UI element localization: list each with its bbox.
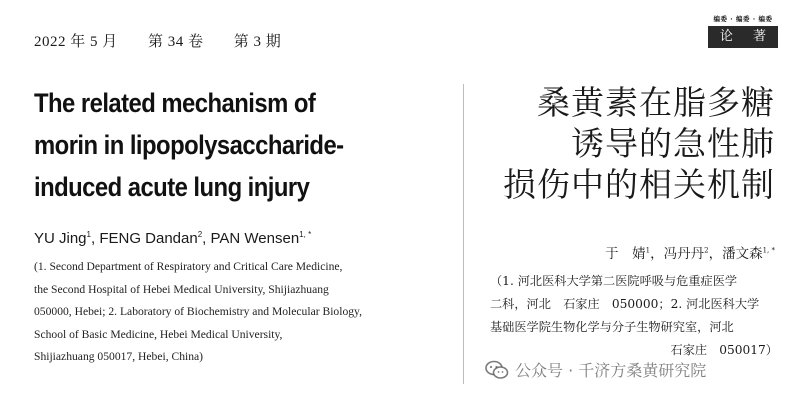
author-separator: ,: [202, 230, 211, 247]
wechat-icon: [485, 360, 509, 380]
issue-date: 2022 年 5 月: [34, 34, 118, 50]
author-separator: ，: [708, 246, 723, 262]
chinese-title-line: 诱导的急性肺: [571, 124, 775, 163]
affiliation-line: 二科，河北 石家庄 050000；2. 河北医科大学: [490, 297, 760, 311]
english-title-line: morin in lipopolysaccharide-: [34, 130, 344, 160]
issue-volume: 第 34 卷: [148, 34, 204, 50]
chinese-title: [455, 82, 775, 205]
affiliation-line: the Second Hospital of Hebei Medical University, Shijiazhuang: [34, 282, 329, 296]
affiliation-line: Shijiazhuang 050017, Hebei, China): [34, 350, 204, 363]
author-affil-mark: 2: [704, 246, 709, 255]
author-affil-mark: 1, *: [762, 246, 775, 255]
english-title-line: The related mechanism of: [34, 88, 316, 118]
english-affiliations: [34, 256, 434, 369]
chinese-title-line: 损伤中的相关机制: [503, 165, 775, 204]
issue-info: [34, 30, 307, 51]
affiliation-line: School of Basic Medicine, Hebei Medical University,: [34, 327, 283, 341]
affiliation-line: (1. Second Department of Respiratory and Critical Care Medicine,: [34, 260, 343, 273]
author-name: YU Jing: [34, 230, 87, 247]
english-authors: [34, 230, 311, 247]
affiliation-line: （1. 河北医科大学第二医院呼吸与危重症医学: [490, 274, 738, 288]
chinese-affiliations: [490, 270, 778, 362]
column-tag: 论 著: [708, 26, 778, 48]
watermark-text: 公众号 · 千济方桑黄研究院: [515, 361, 707, 380]
author-name: FENG Dandan: [99, 230, 198, 247]
chinese-title-line: 桑黄素在脂多糖: [537, 83, 775, 122]
author-name: 潘文森: [722, 246, 763, 262]
wechat-watermark: [485, 358, 706, 381]
author-affil-mark: 1: [86, 230, 91, 239]
english-title: [34, 82, 394, 208]
english-title-line: induced acute lung injury: [34, 172, 310, 202]
affiliation-line: 石家庄 050017）: [670, 343, 778, 357]
column-tag-caption: 编委 · 编委 · 编委: [713, 15, 773, 23]
chinese-authors: [605, 242, 775, 262]
author-name: 冯丹丹: [663, 246, 705, 262]
issue-number: 第 3 期: [233, 34, 282, 50]
author-separator: ,: [90, 230, 100, 247]
author-affil-mark: 2: [197, 230, 203, 239]
author-name: 于 婧: [605, 246, 646, 262]
author-separator: ，: [650, 246, 664, 262]
author-name: PAN Wensen: [210, 230, 300, 247]
author-affil-mark: 1, *: [299, 230, 312, 239]
affiliation-line: 050000, Hebei; 2. Laboratory of Biochemistry and Molecular Biology,: [34, 305, 362, 318]
affiliation-line: 基础医学院生物化学与分子生物研究室，河北: [490, 320, 734, 334]
author-affil-mark: 1: [645, 246, 651, 255]
